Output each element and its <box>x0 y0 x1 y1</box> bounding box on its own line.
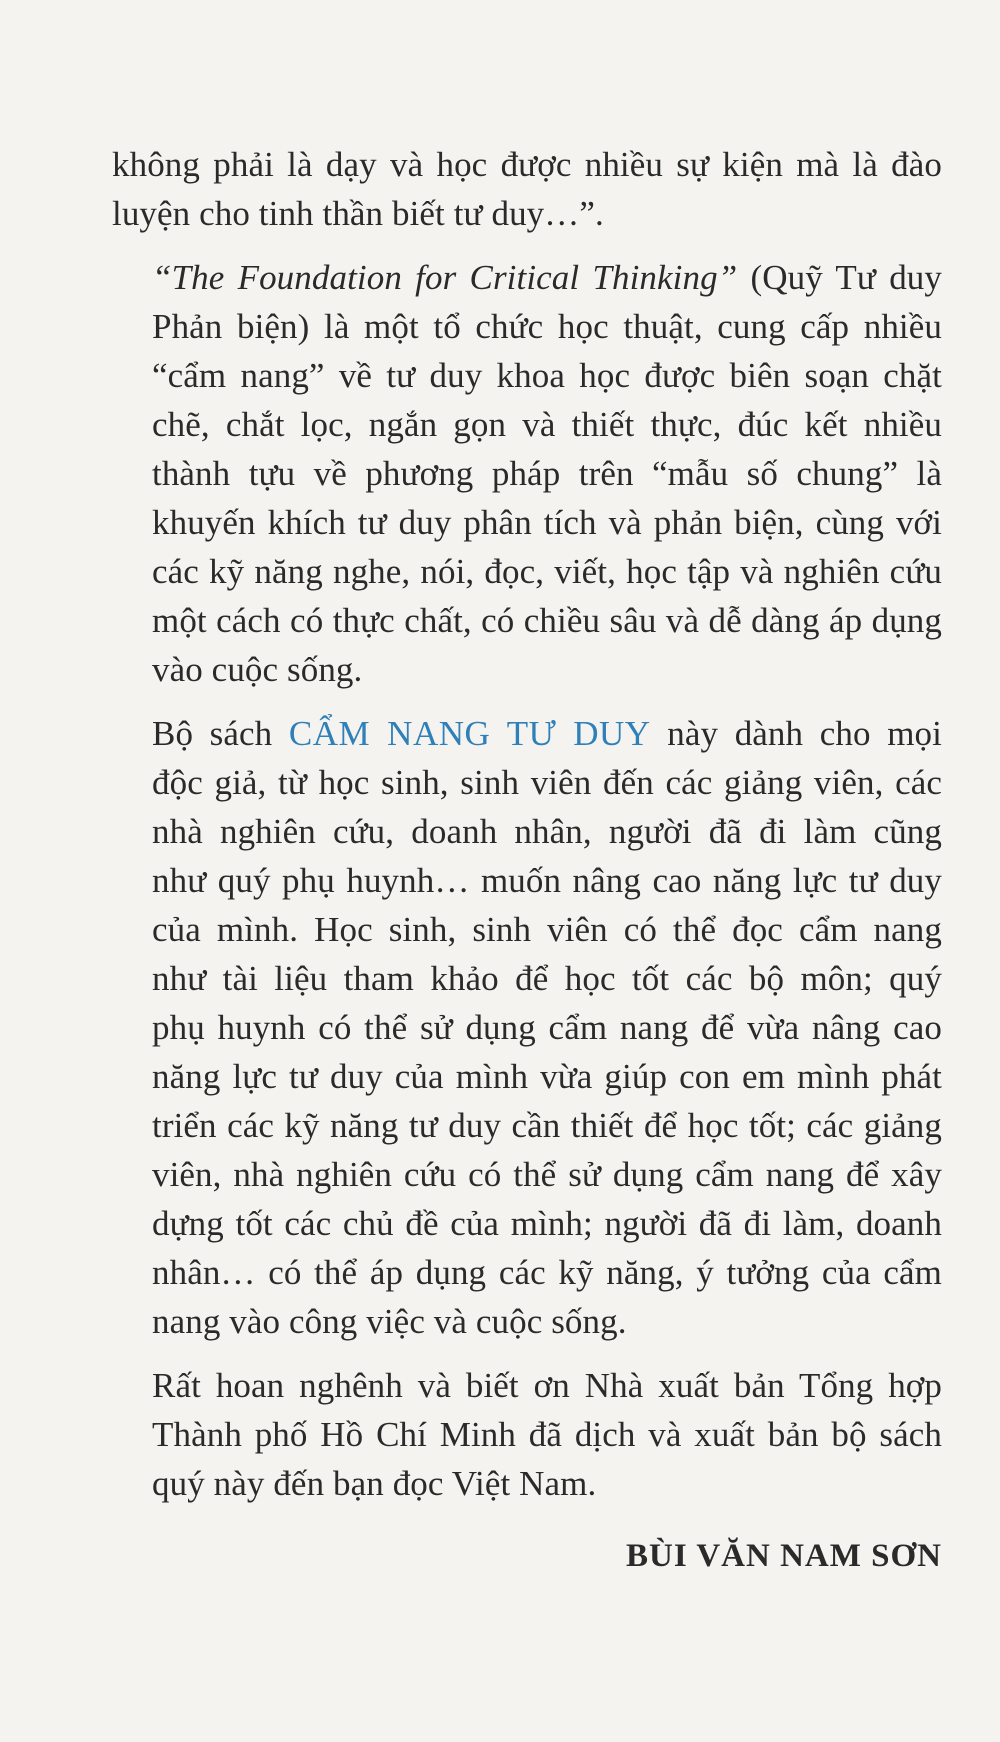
text-line: như quý phụ huynh… muốn nâng cao năng lực tư duy <box>152 861 942 900</box>
text-line: triển các kỹ năng tư duy cần thiết để học tốt; các giảng <box>152 1106 942 1145</box>
text-line <box>112 253 942 302</box>
text-line: chẽ, chắt lọc, ngắn gọn và thiết thực, đúc kết nhiều <box>152 405 942 444</box>
text-line: nhà nghiên cứu, doanh nhân, người đã đi làm cũng <box>152 812 942 851</box>
text-fragment: Bộ sách <box>152 714 289 753</box>
text-line: của mình. Học sinh, sinh viên có thể đọc cẩm nang <box>152 910 942 949</box>
text-line <box>112 709 942 758</box>
text-line: nhân… có thể áp dụng các kỹ năng, ý tưởng của cẩm <box>152 1253 942 1292</box>
text-line: một cách có thực chất, có chiều sâu và dễ dàng áp dụng <box>152 601 942 640</box>
text-line: độc giả, từ học sinh, sinh viên đến các giảng viên, các <box>152 763 942 802</box>
text-line: Phản biện) là một tổ chức học thuật, cung cấp nhiều <box>152 307 942 346</box>
paragraph-1 <box>112 140 942 238</box>
text-fragment: này dành cho mọi <box>650 714 942 753</box>
series-title: CẨM NANG TƯ DUY <box>288 714 651 753</box>
paragraph-4 <box>112 1361 942 1508</box>
text-line: khuyến khích tư duy phân tích và phản biện, cùng với <box>152 503 942 542</box>
paragraph-3 <box>112 709 942 1346</box>
text-line: không phải là dạy và học được nhiều sự kiện mà là đào <box>112 145 942 184</box>
author-signature: BÙI VĂN NAM SƠN <box>626 1538 942 1574</box>
text-line: năng lực tư duy của mình vừa giúp con em mình phát <box>152 1057 942 1096</box>
text-line: phụ huynh có thể sử dụng cẩm nang để vừa nâng cao <box>152 1008 942 1047</box>
text-line: nang vào công việc và cuộc sống. <box>152 1302 627 1341</box>
text-line: quý này đến bạn đọc Việt Nam. <box>152 1464 597 1503</box>
body-text <box>112 140 942 1523</box>
text-line: viên, nhà nghiên cứu có thể sử dụng cẩm nang để xây <box>152 1155 942 1194</box>
text-line: thành tựu về phương pháp trên “mẫu số chung” là <box>152 454 942 493</box>
paragraph-2 <box>112 253 942 694</box>
text-fragment: (Quỹ Tư duy <box>737 258 942 297</box>
text-line: như tài liệu tham khảo để học tốt các bộ môn; quý <box>152 959 942 998</box>
text-line: các kỹ năng nghe, nói, đọc, viết, học tập và nghiên cứu <box>152 552 942 591</box>
text-line: Thành phố Hồ Chí Minh đã dịch và xuất bản bộ sách <box>152 1415 942 1454</box>
text-line: dựng tốt các chủ đề của mình; người đã đi làm, doanh <box>152 1204 942 1243</box>
italic-title: “The Foundation for Critical Thinking” <box>152 258 738 297</box>
text-line: Rất hoan nghênh và biết ơn Nhà xuất bản Tổng hợp <box>152 1366 942 1405</box>
text-line: luyện cho tinh thần biết tư duy…”. <box>112 194 604 233</box>
text-line: vào cuộc sống. <box>152 650 363 689</box>
text-line: “cẩm nang” về tư duy khoa học được biên soạn chặt <box>152 356 942 395</box>
